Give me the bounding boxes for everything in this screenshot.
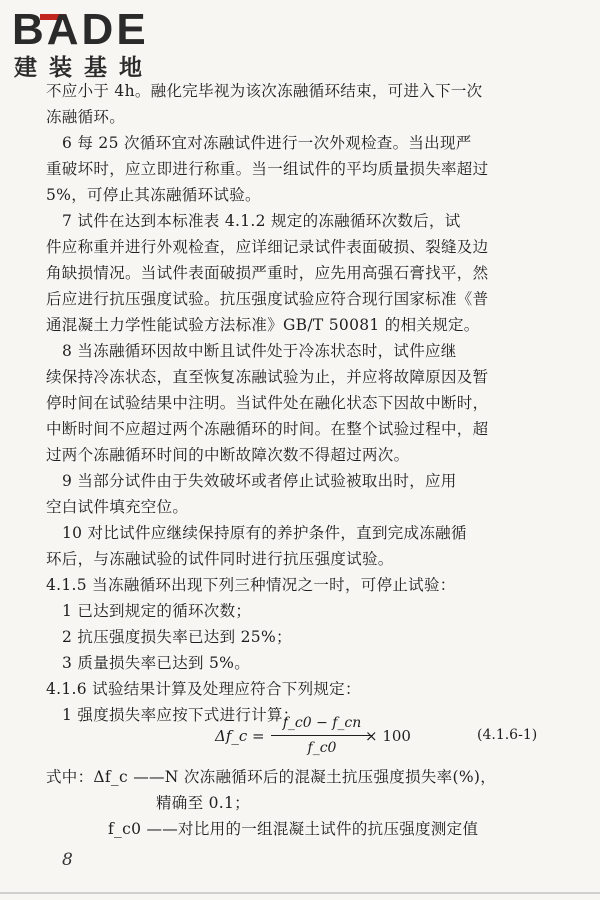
where-line: 精确至 0.1； xyxy=(156,794,250,812)
text-line: 重破坏时，应立即进行称重。当一组试件的平均质量损失率超过 xyxy=(46,160,489,178)
text-line: 7 试件在达到本标准表 4.1.2 规定的冻融循环次数后，试 xyxy=(62,212,461,230)
text-line: 6 每 25 次循环宜对冻融试件进行一次外观检查。当出现严 xyxy=(62,134,472,152)
formula-rhs: × 100 xyxy=(365,727,411,745)
logo-chinese-text: 建装基地 xyxy=(14,55,154,81)
text-line: 9 当部分试件由于失效破坏或者停止试验被取出时，应用 xyxy=(62,472,457,490)
text-line: 不应小于 4h。融化完毕视为该次冻融循环结束，可进入下一次 xyxy=(46,82,483,100)
text-line: 8 当冻融循环因故中断且试件处于冷冻状态时，试件应继 xyxy=(62,342,457,360)
formula-lhs: Δf_c = xyxy=(215,727,265,745)
where-line: f_c0 ——对比用的一组混凝土试件的抗压强度测定值 xyxy=(108,820,479,838)
text-line: 1 强度损失率应按下式进行计算： xyxy=(62,706,299,724)
text-line: 件应称重并进行外观检查，应详细记录试件表面破损、裂缝及边 xyxy=(46,238,489,256)
clause-heading: 4.1.5 当冻融循环出现下列三种情况之一时，可停止试验： xyxy=(46,576,456,594)
formula-number: (4.1.6-1) xyxy=(477,727,538,743)
fraction-bar xyxy=(271,735,373,736)
text-line: 过两个冻融循环时间的中断故障次数不得超过两次。 xyxy=(46,446,410,464)
text-line: 中断时间不应超过两个冻融循环的时间。在整个试验过程中，超 xyxy=(46,420,489,438)
text-line: 5%，可停止其冻融循环试验。 xyxy=(46,186,261,204)
page-number: 8 xyxy=(62,850,73,870)
text-line: 续保持冷冻状态，直至恢复冻融试验为止，并应将故障原因及暂 xyxy=(46,368,489,386)
text-line: 角缺损情况。当试件表面破损严重时，应先用高强石膏找平，然 xyxy=(46,264,489,282)
text-line: 通混凝土力学性能试验方法标准》GB/T 50081 的相关规定。 xyxy=(46,316,480,334)
list-item: 2 抗压强度损失率已达到 25%； xyxy=(62,628,292,646)
text-line: 停时间在试验结果中注明。当试件处在融化状态下因故中断时， xyxy=(46,394,489,412)
bottom-rule xyxy=(0,892,600,894)
clause-heading: 4.1.6 试验结果计算及处理应符合下列规定： xyxy=(46,680,361,698)
list-item: 3 质量损失率已达到 5%。 xyxy=(62,654,251,672)
text-line: 冻融循环。 xyxy=(46,108,126,126)
text-line: 后应进行抗压强度试验。抗压强度试验应符合现行国家标准《普 xyxy=(46,290,489,308)
formula-numerator: f_c0 − f_cn xyxy=(282,715,362,731)
text-line: 环后，与冻融试验的试件同时进行抗压强度试验。 xyxy=(46,550,394,568)
formula-4-1-6-1 xyxy=(215,713,555,763)
formula-fraction xyxy=(267,713,377,758)
text-line: 空白试件填充空位。 xyxy=(46,498,189,516)
list-item: 1 已达到规定的循环次数； xyxy=(62,602,252,620)
formula-denominator: f_c0 xyxy=(307,740,337,756)
where-line: 式中：Δf_c ——N 次冻融循环后的混凝土抗压强度损失率(%)， xyxy=(46,768,497,786)
publisher-logo xyxy=(12,6,202,82)
logo-latin-text: BADE xyxy=(12,5,149,54)
text-line: 10 对比试件应继续保持原有的养护条件，直到完成冻融循 xyxy=(62,524,467,542)
